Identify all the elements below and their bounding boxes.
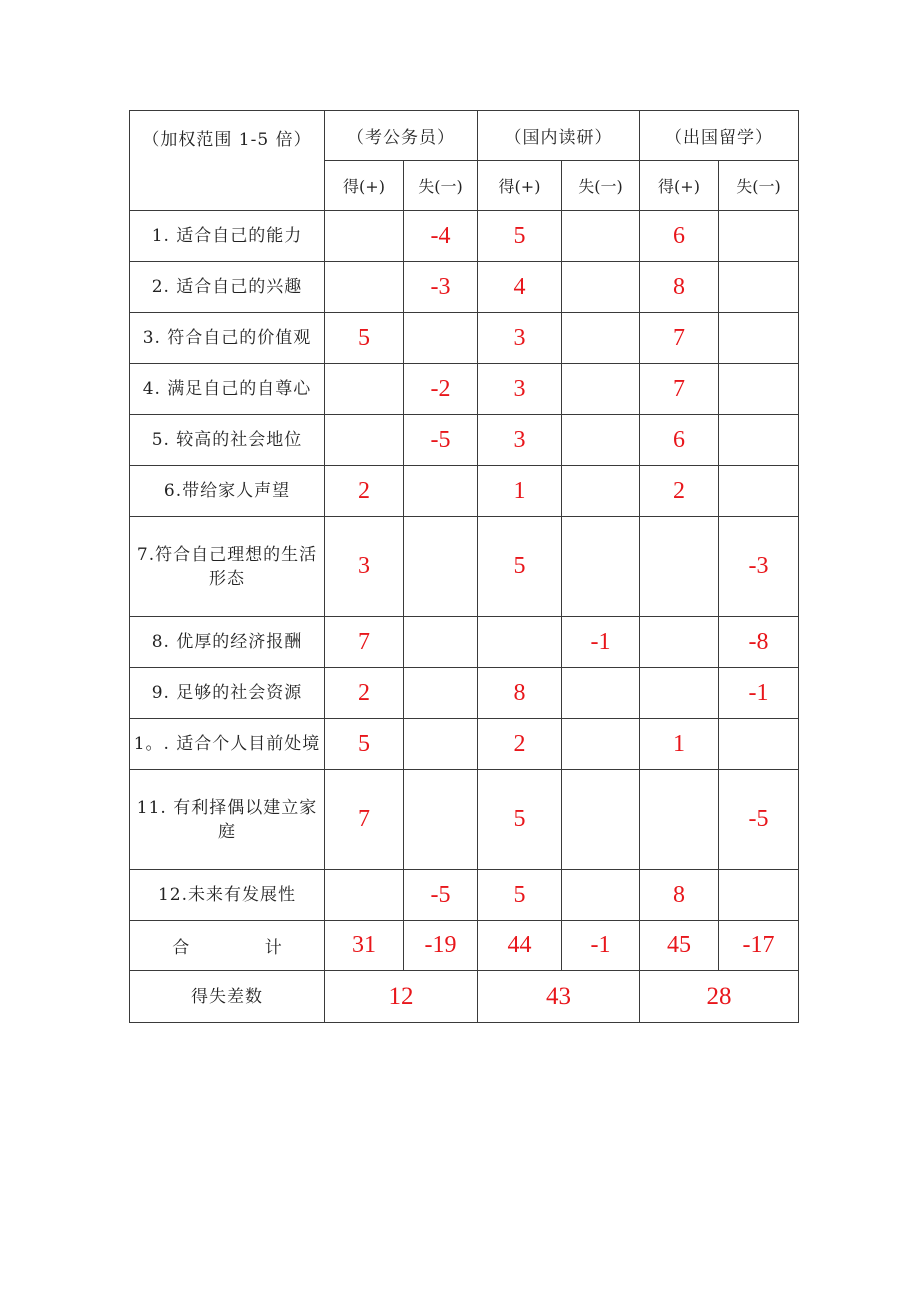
score-cell: 8 (478, 668, 562, 719)
score-cell: 4 (478, 262, 562, 313)
total-cell: 45 (640, 921, 719, 971)
score-cell (562, 415, 640, 466)
score-cell (562, 668, 640, 719)
row-label: 8. 优厚的经济报酬 (130, 617, 325, 668)
score-cell: -5 (404, 870, 478, 921)
difference-label: 得失差数 (130, 971, 325, 1023)
table-row (130, 364, 799, 415)
score-cell (719, 870, 799, 921)
table-row (130, 466, 799, 517)
score-cell: -1 (562, 617, 640, 668)
score-cell: 5 (478, 770, 562, 870)
table-row (130, 211, 799, 262)
score-cell (404, 517, 478, 617)
score-cell (404, 719, 478, 770)
score-cell: 5 (478, 870, 562, 921)
score-cell: -1 (719, 668, 799, 719)
score-cell: 7 (325, 770, 404, 870)
score-cell: 7 (640, 313, 719, 364)
difference-row (130, 971, 799, 1023)
score-cell (325, 415, 404, 466)
total-label: 合 计 (130, 921, 325, 971)
difference-cell: 12 (325, 971, 478, 1023)
option-civil-service-header: （考公务员） (325, 111, 478, 161)
score-cell (719, 262, 799, 313)
score-cell (404, 617, 478, 668)
score-cell (719, 415, 799, 466)
loss-header: 失(一) (404, 161, 478, 211)
score-cell: 3 (478, 415, 562, 466)
row-label: 1。. 适合个人目前处境 (130, 719, 325, 770)
total-cell: 44 (478, 921, 562, 971)
score-cell: 5 (478, 211, 562, 262)
score-cell (719, 719, 799, 770)
score-cell: 5 (478, 517, 562, 617)
score-cell (325, 870, 404, 921)
score-cell: 2 (325, 668, 404, 719)
row-label: 5. 较高的社会地位 (130, 415, 325, 466)
score-cell: -4 (404, 211, 478, 262)
row-label: 11. 有利择偶以建立家庭 (130, 770, 325, 870)
score-cell (640, 770, 719, 870)
score-cell: 5 (325, 719, 404, 770)
score-cell (562, 466, 640, 517)
loss-header: 失(一) (719, 161, 799, 211)
score-cell: 7 (640, 364, 719, 415)
score-cell: -3 (719, 517, 799, 617)
score-cell: 1 (640, 719, 719, 770)
score-cell (562, 262, 640, 313)
table-row (130, 617, 799, 668)
loss-header: 失(一) (562, 161, 640, 211)
score-cell: 2 (325, 466, 404, 517)
table-row (130, 719, 799, 770)
difference-cell: 43 (478, 971, 640, 1023)
gain-header: 得(+) (325, 161, 404, 211)
row-label: 3. 符合自己的价值观 (130, 313, 325, 364)
score-cell: 2 (640, 466, 719, 517)
row-label: 6.带给家人声望 (130, 466, 325, 517)
score-cell (719, 364, 799, 415)
score-cell: 3 (478, 313, 562, 364)
score-cell: -2 (404, 364, 478, 415)
row-label: 12.未来有发展性 (130, 870, 325, 921)
score-cell (325, 262, 404, 313)
score-cell (562, 313, 640, 364)
score-cell (719, 313, 799, 364)
table-row (130, 870, 799, 921)
row-label: 2. 适合自己的兴趣 (130, 262, 325, 313)
difference-cell: 28 (640, 971, 799, 1023)
score-cell: -8 (719, 617, 799, 668)
table-row (130, 668, 799, 719)
score-cell: -5 (719, 770, 799, 870)
table-row (130, 770, 799, 870)
header-row (130, 111, 799, 161)
row-label: 9. 足够的社会资源 (130, 668, 325, 719)
weight-range-header: （加权范围 1-5 倍） (130, 111, 325, 211)
total-row (130, 921, 799, 971)
score-cell: 7 (325, 617, 404, 668)
score-cell: -5 (404, 415, 478, 466)
score-cell: 2 (478, 719, 562, 770)
option-domestic-grad-header: （国内读研） (478, 111, 640, 161)
score-cell: 3 (478, 364, 562, 415)
gain-header: 得(+) (478, 161, 562, 211)
total-cell: -1 (562, 921, 640, 971)
score-cell: 5 (325, 313, 404, 364)
score-cell (562, 211, 640, 262)
table-row (130, 415, 799, 466)
option-study-abroad-header: （出国留学） (640, 111, 799, 161)
score-cell: 8 (640, 262, 719, 313)
score-cell (562, 719, 640, 770)
score-cell (404, 313, 478, 364)
total-cell: 31 (325, 921, 404, 971)
table-row (130, 313, 799, 364)
total-cell: -17 (719, 921, 799, 971)
score-cell (719, 466, 799, 517)
score-cell: 1 (478, 466, 562, 517)
row-label: 4. 满足自己的自尊心 (130, 364, 325, 415)
score-cell (325, 211, 404, 262)
score-cell (562, 770, 640, 870)
score-cell (562, 364, 640, 415)
table-row (130, 262, 799, 313)
score-cell (404, 668, 478, 719)
score-cell (562, 517, 640, 617)
table-row (130, 517, 799, 617)
score-cell (640, 517, 719, 617)
score-cell (325, 364, 404, 415)
row-label: 7.符合自己理想的生活形态 (130, 517, 325, 617)
score-cell (404, 466, 478, 517)
score-cell: -3 (404, 262, 478, 313)
score-cell: 3 (325, 517, 404, 617)
score-cell (719, 211, 799, 262)
score-cell: 8 (640, 870, 719, 921)
score-cell (562, 870, 640, 921)
score-cell (478, 617, 562, 668)
score-cell: 6 (640, 211, 719, 262)
score-cell (640, 668, 719, 719)
score-cell: 6 (640, 415, 719, 466)
total-cell: -19 (404, 921, 478, 971)
score-cell (404, 770, 478, 870)
score-cell (640, 617, 719, 668)
decision-balance-table (129, 110, 799, 1023)
row-label: 1. 适合自己的能力 (130, 211, 325, 262)
gain-header: 得(+) (640, 161, 719, 211)
